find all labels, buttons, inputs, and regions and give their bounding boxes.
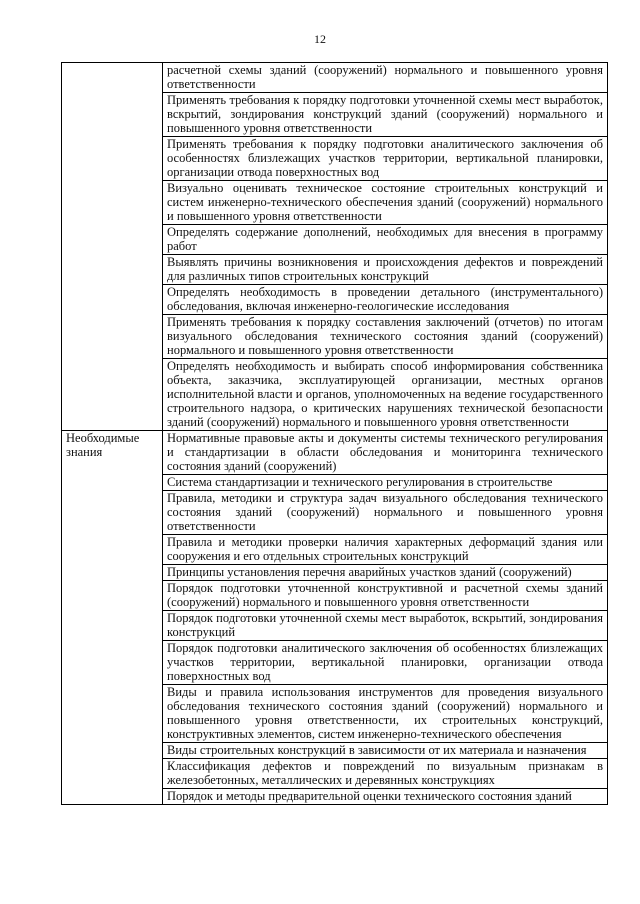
skill-item: Определять содержание дополнений, необходимых для внесения в программу работ [163,225,608,255]
skill-item: Визуально оценивать техническое состояние строительных конструкций и систем инженерно-технического обеспечения зданий (сооружений) нормального и повышенного уровня ответственности [163,181,608,225]
skill-item: Определять необходимость и выбирать способ информирования собственника объекта, заказчика, эксплуатирующей организации, местных органов исполнительной власти и органов, уполномоченных на ведение государственного строительного надзора, о критических нарушениях технической безопасности зданий (сооружений) нормального и повышенного уровня ответственности [163,359,608,431]
skill-item: Применять требования к порядку составления заключений (отчетов) по итогам визуального обследования технического состояния зданий (сооружений) нормального и повышенного уровня ответственности [163,315,608,359]
skill-item: Определять необходимость в проведении детального (инструментального) обследования, включая инженерно-геологические исследования [163,285,608,315]
skill-item: расчетной схемы зданий (сооружений) нормального и повышенного уровня ответственности [163,63,608,93]
skill-item: Применять требования к порядку подготовки аналитического заключения об особенностях близлежащих участков территории, вертикальной планировки, организации отвода поверхностных вод [163,137,608,181]
knowledge-item: Порядок подготовки аналитического заключения об особенностях близлежащих участков территории, вертикальной планировки, организации отвода поверхностных вод [163,641,608,685]
skills-label-cell [62,63,163,431]
knowledge-item: Нормативные правовые акты и документы системы технического регулирования и стандартизации в области обследования и мониторинга технического состояния зданий (сооружений) [163,431,608,475]
knowledge-item: Правила, методики и структура задач визуального обследования технического состояния зданий (сооружений) нормального и повышенного уровня ответственности [163,491,608,535]
requirements-table [61,62,608,805]
skill-item: Выявлять причины возникновения и происхождения дефектов и повреждений для различных типов строительных конструкций [163,255,608,285]
knowledge-item: Порядок подготовки уточненной схемы мест выработок, вскрытий, зондирования конструкций [163,611,608,641]
knowledge-item: Виды и правила использования инструментов для проведения визуального обследования технического состояния зданий (сооружений) нормального и повышенного уровня ответственности, их строительных конструкций, конструктивных элементов, систем инженерно-технического обеспечения [163,685,608,743]
knowledge-label: Необходимые знания [62,431,163,805]
knowledge-item: Порядок и методы предварительной оценки технического состояния зданий [163,789,608,805]
skill-item: Применять требования к порядку подготовки уточненной схемы мест выработок, вскрытий, зондирования конструкций зданий (сооружений) нормального и повышенного уровня ответственности [163,93,608,137]
table-row [62,431,608,475]
knowledge-item: Порядок подготовки уточненной конструктивной и расчетной схемы зданий (сооружений) нормального и повышенного уровня ответственности [163,581,608,611]
page-number: 12 [314,32,326,46]
knowledge-item: Виды строительных конструкций в зависимости от их материала и назначения [163,743,608,759]
knowledge-item: Классификация дефектов и повреждений по визуальным признакам в железобетонных, металлических и деревянных конструкциях [163,759,608,789]
table-row [62,63,608,93]
knowledge-item: Принципы установления перечня аварийных участков зданий (сооружений) [163,565,608,581]
knowledge-item: Правила и методики проверки наличия характерных деформаций здания или сооружения и его отдельных строительных конструкций [163,535,608,565]
knowledge-item: Система стандартизации и технического регулирования в строительстве [163,475,608,491]
